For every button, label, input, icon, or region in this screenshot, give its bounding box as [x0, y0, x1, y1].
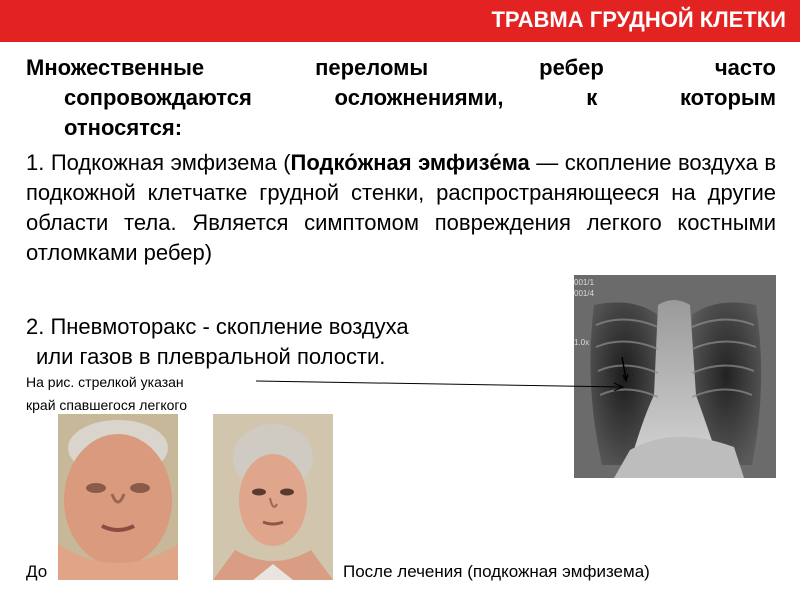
- patient-face-before: [58, 414, 178, 580]
- slide-title: ТРАВМА ГРУДНОЙ КЛЕТКИ: [491, 7, 786, 32]
- patient-photo-after: [213, 414, 333, 580]
- xray-mark-3: 1.0x: [574, 338, 590, 347]
- item1-prefix: 1. Подкожная эмфизема (: [26, 150, 291, 175]
- lead-paragraph: [26, 53, 776, 143]
- lead-line-1: Множественные переломы ребер часто: [26, 55, 776, 80]
- subcutaneous-emphysema-item: [26, 148, 776, 268]
- item1-text: — скопление воздуха в подкожной клетчатке грудной стенки, распространяющееся на другие области тела. Является симптомом повреждения легкого костными отломками ребер): [26, 150, 777, 265]
- before-label: До: [26, 562, 48, 581]
- item2-line-1: 2. Пневмоторакс - скопление воздуха: [26, 314, 409, 339]
- chest-xray-drawing: [574, 275, 776, 478]
- patient-face-after: [213, 414, 333, 580]
- patient-photo-before: [58, 414, 178, 580]
- lead-line-3: относятся:: [64, 115, 183, 140]
- chest-xray-image: [574, 275, 776, 478]
- caption-line-2: край спавшегося легкого: [26, 397, 187, 413]
- item1-term: Подко́жная эмфизе́ма: [290, 150, 530, 175]
- caption-line-1: На рис. стрелкой указан: [26, 374, 184, 390]
- item2-line-2: или газов в плевральной полости.: [36, 344, 386, 369]
- pneumothorax-item: [26, 312, 409, 372]
- xray-mark-1: 001/1: [574, 278, 595, 287]
- lead-line-2: сопровождаются осложнениями, к которым: [64, 85, 776, 110]
- xray-caption: [26, 371, 187, 417]
- xray-mark-2: 001/4: [574, 289, 595, 298]
- title-bar: [0, 0, 800, 42]
- after-label: После лечения (подкожная эмфизема): [343, 562, 650, 581]
